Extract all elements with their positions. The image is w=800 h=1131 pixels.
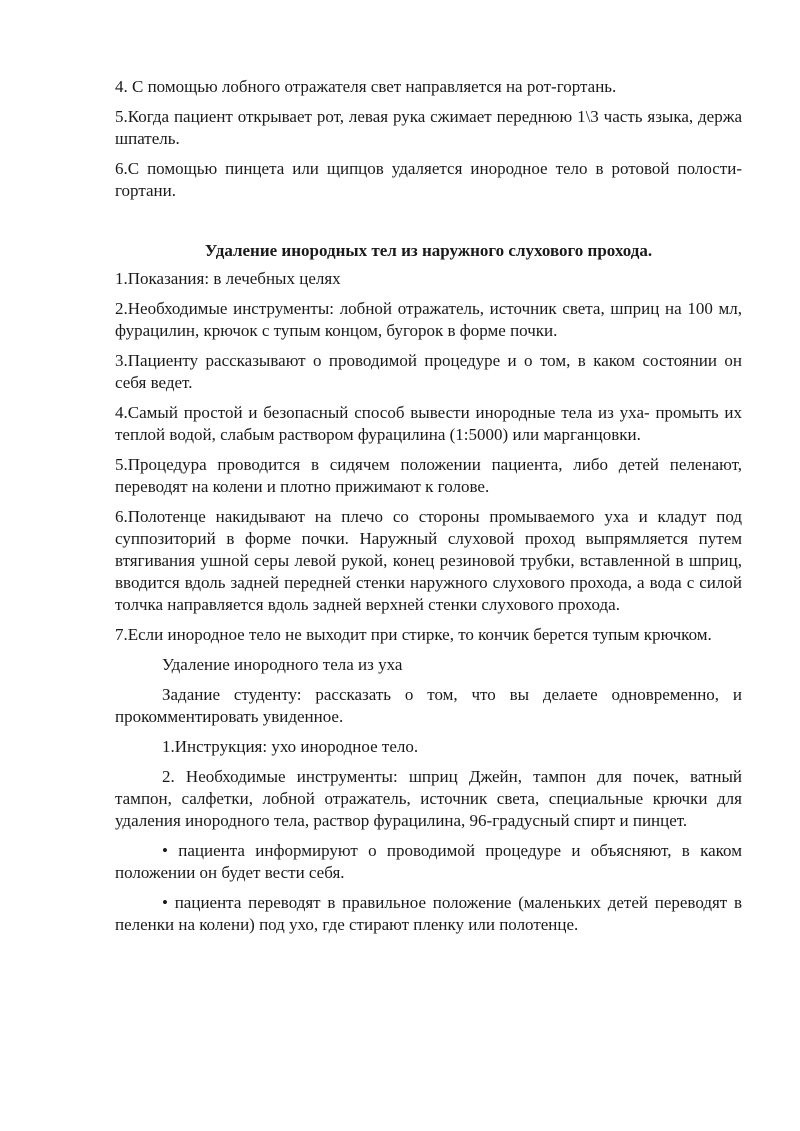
paragraph-towel-procedure: 6.Полотенце накидывают на плечо со стороны промываемого уха и кладут под суппозиторий в форме почки. Наружный слуховой проход выпрямляется путем втягивания ушной серы левой рукой, конец резиновой трубки, вставленной в шприц, вводится вдоль задней передней стенки наружного слухового прохода, а вода с силой толчка направляется вдоль задней верхней стенки слухового прохода. [115, 507, 742, 614]
paragraph-step-4-mouth: 4. С помощью лобного отражателя свет направляется на рот-гортань. [115, 77, 617, 96]
paragraph-bullet-inform: • пациента информируют о проводимой процедуре и объясняют, в каком положении он будет вести себя. [115, 841, 742, 882]
subtitle-ear-removal: Удаление инородного тела из уха [162, 655, 403, 674]
paragraph-instruction: 1.Инструкция: ухо инородное тело. [162, 737, 419, 756]
paragraph-hook-removal: 7.Если инородное тело не выходит при стирке, то кончик берется тупым крючком. [115, 625, 712, 644]
section-heading: Удаление инородных тел из наружного слухового прохода. [204, 241, 653, 260]
paragraph-bullet-position: • пациента переводят в правильное положение (маленьких детей переводят в пеленки на колени) под ухо, где стирают пленку или полотенце. [115, 893, 742, 934]
document-body [115, 76, 742, 944]
paragraph-patient-info: 3.Пациенту рассказывают о проводимой процедуре и о том, в каком состоянии он себя ведет. [115, 351, 742, 392]
paragraph-indications: 1.Показания: в лечебных целях [115, 269, 341, 288]
paragraph-required-instruments: 2. Необходимые инструменты: шприц Джейн, тампон для почек, ватный тампон, салфетки, лобной отражатель, источник света, специальные крючки для удаления инородного тела, раствор фурацилина, 96-градусный спирт и пинцет. [115, 767, 742, 830]
paragraph-step-5-mouth: 5.Когда пациент открывает рот, левая рука сжимает переднюю 1\3 часть языка, держа шпатель. [115, 107, 742, 148]
paragraph-step-6-mouth: 6.С помощью пинцета или щипцов удаляется инородное тело в ротовой полости-гортани. [115, 159, 742, 200]
paragraph-safe-method: 4.Самый простой и безопасный способ вывести инородные тела из уха- промыть их теплой водой, слабым раствором фурацилина (1:5000) или марганцовки. [115, 403, 742, 444]
paragraph-student-task: Задание студенту: рассказать о том, что вы делаете одновременно, и прокомментировать увиденное. [115, 685, 742, 726]
paragraph-instruments: 2.Необходимые инструменты: лобной отражатель, источник света, шприц на 100 мл, фурацилин, крючок с тупым концом, бугорок в форме почки. [115, 299, 742, 340]
paragraph-procedure-position: 5.Процедура проводится в сидячем положении пациента, либо детей пеленают, переводят на колени и плотно прижимают к голове. [115, 455, 742, 496]
